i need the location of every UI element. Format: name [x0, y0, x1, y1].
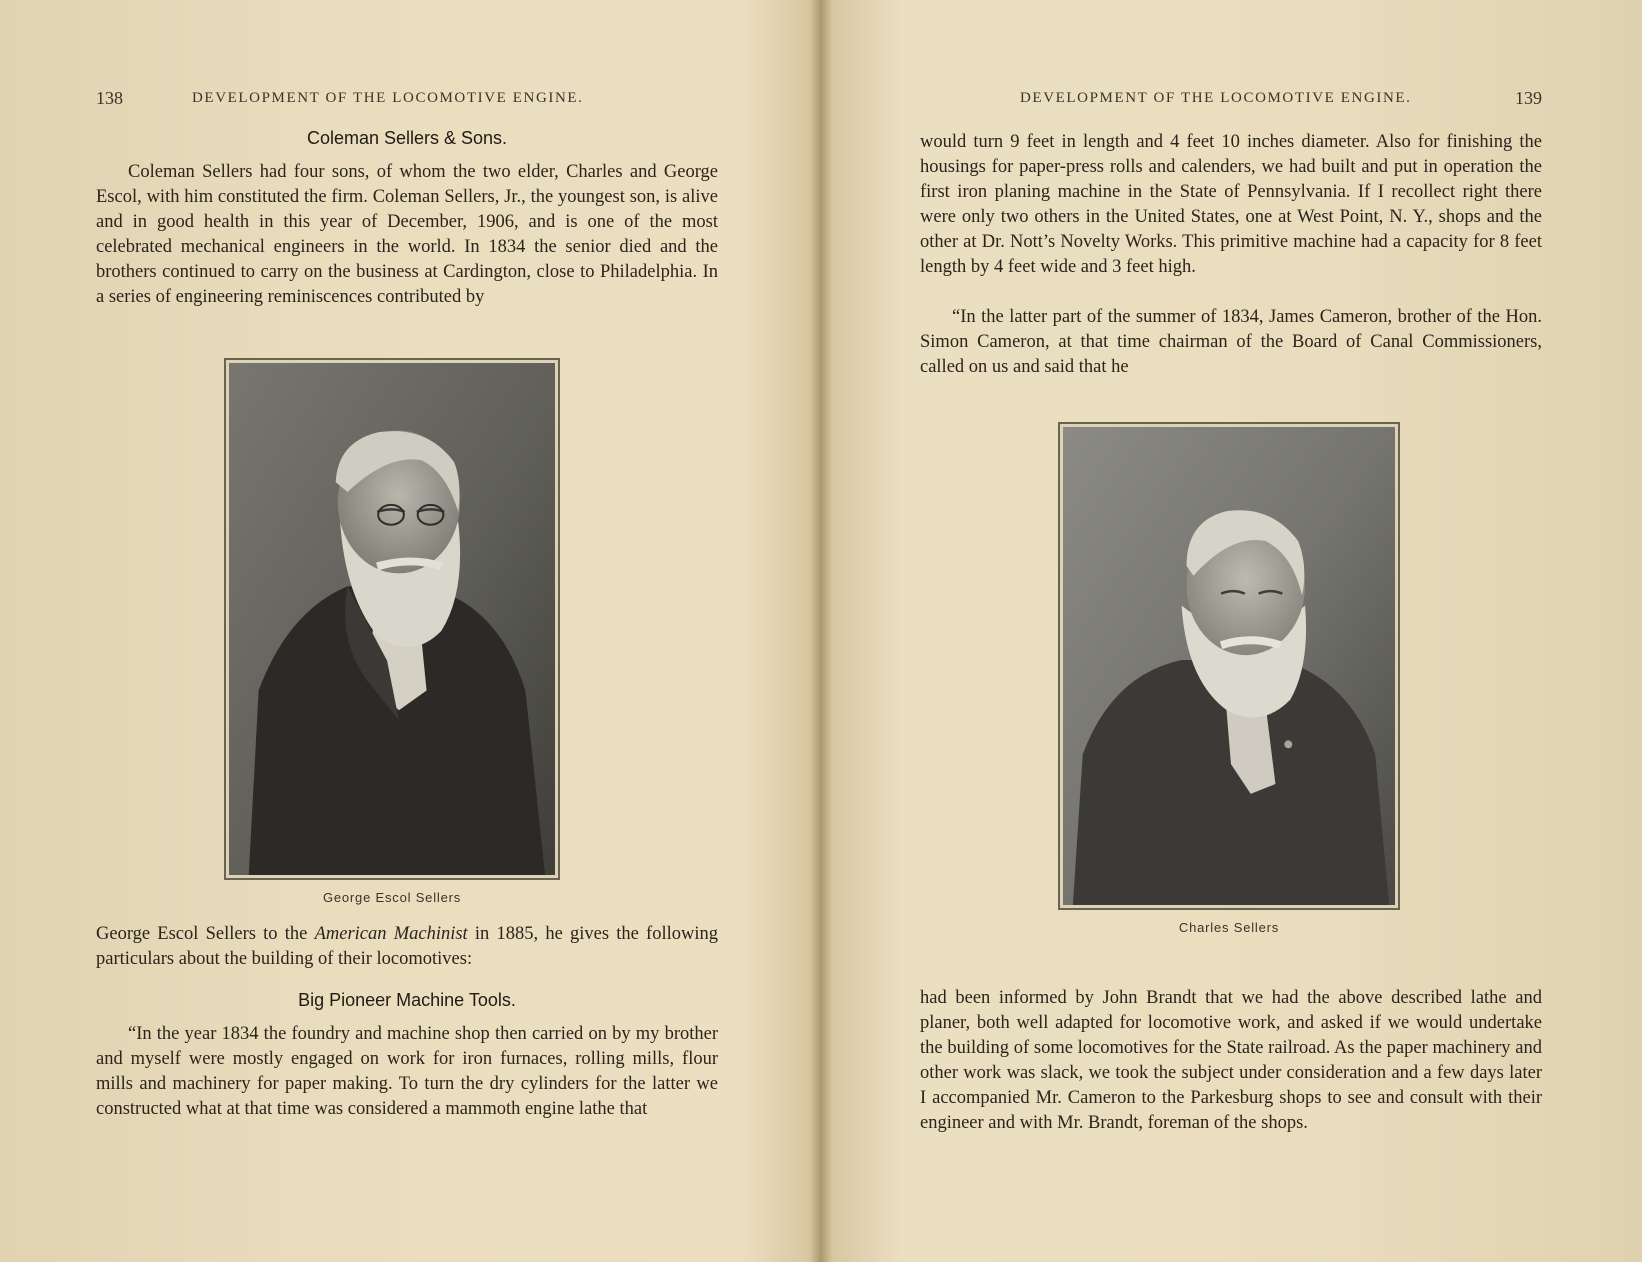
left-running-head	[96, 88, 718, 118]
right-page	[920, 0, 1542, 1262]
portrait-george-escol-sellers-icon	[229, 363, 555, 875]
right-paragraph-1: would turn 9 feet in length and 4 feet 10 inches diameter. Also for finishing the housings for paper-press rolls and calenders, we had built and put in operation the first iron planing machine in the State of Pennsylvania. If I recollect right there were only two others in the United States, one at West Point, N. Y., shops and the other at Dr. Nott’s Novelty Works. This primitive machine had a capacity for 8 feet length by 4 feet wide and 3 feet high.	[920, 132, 1542, 277]
right-running-head	[920, 88, 1542, 118]
left-paragraph-3: “In the year 1834 the foundry and machine shop then carried on by my brother and myself were mostly engaged on work for iron furnaces, rolling mills, flour mills and machinery for paper making. To turn the dry cylinders for the latter we constructed what at that time was considered a mammoth engine lathe that	[96, 1024, 718, 1119]
right-paragraph-2: “In the latter part of the summer of 1834, James Cameron, brother of the Hon. Simon Cameron, at that time chairman of the Board of Canal Commissioners, called on us and said that he	[920, 307, 1542, 377]
photo-george-escol-sellers	[224, 358, 560, 880]
caption-charles-sellers: Charles Sellers	[1178, 920, 1280, 935]
caption-george-escol-sellers: George Escol Sellers	[322, 890, 462, 905]
photo-charles-sellers	[1058, 422, 1400, 910]
portrait-charles-sellers-icon	[1063, 427, 1395, 905]
american-machinist-title: American Machinist	[314, 924, 468, 944]
book-gutter	[810, 0, 832, 1262]
left-running-title: DEVELOPMENT OF THE LOCOMOTIVE ENGINE.	[192, 90, 584, 106]
section-heading-machine-tools: Big Pioneer Machine Tools.	[298, 990, 516, 1010]
right-paragraph-3: had been informed by John Brandt that we had the above described lathe and planer, both well adapted for locomotive work, and asked if we would undertake the building of some locomotives for the State railroad. As the paper machinery and other work was slack, we took the subject under consideration and a few days later I accompanied Mr. Cameron to the Parkesburg shops to see and consult with their engineer and with Mr. Brandt, foreman of the shops.	[920, 988, 1542, 1133]
left-paragraph-2-text-b: in 1885, he gives the following particulars about the building of their locomotives:	[96, 924, 718, 969]
right-page-number: 139	[1515, 88, 1542, 108]
left-paragraph-1: Coleman Sellers had four sons, of whom the two elder, Charles and George Escol, with him constituted the firm. Coleman Sellers, Jr., the youngest son, is alive and in good health in this year of December, 1906, and is one of the most celebrated mechanical engineers in the world. In 1834 the senior died and the brothers continued to carry on the business at Cardington, close to Philadelphia. In a series of engineering reminiscences contributed by	[96, 162, 718, 307]
left-paragraph-2	[96, 922, 718, 972]
left-paragraph-2-text-a: George Escol Sellers to the	[96, 924, 315, 944]
left-page-number: 138	[96, 88, 123, 108]
right-running-title: DEVELOPMENT OF THE LOCOMOTIVE ENGINE.	[1020, 90, 1412, 106]
section-heading-coleman-sellers: Coleman Sellers & Sons.	[306, 128, 508, 148]
left-page	[96, 0, 718, 1262]
